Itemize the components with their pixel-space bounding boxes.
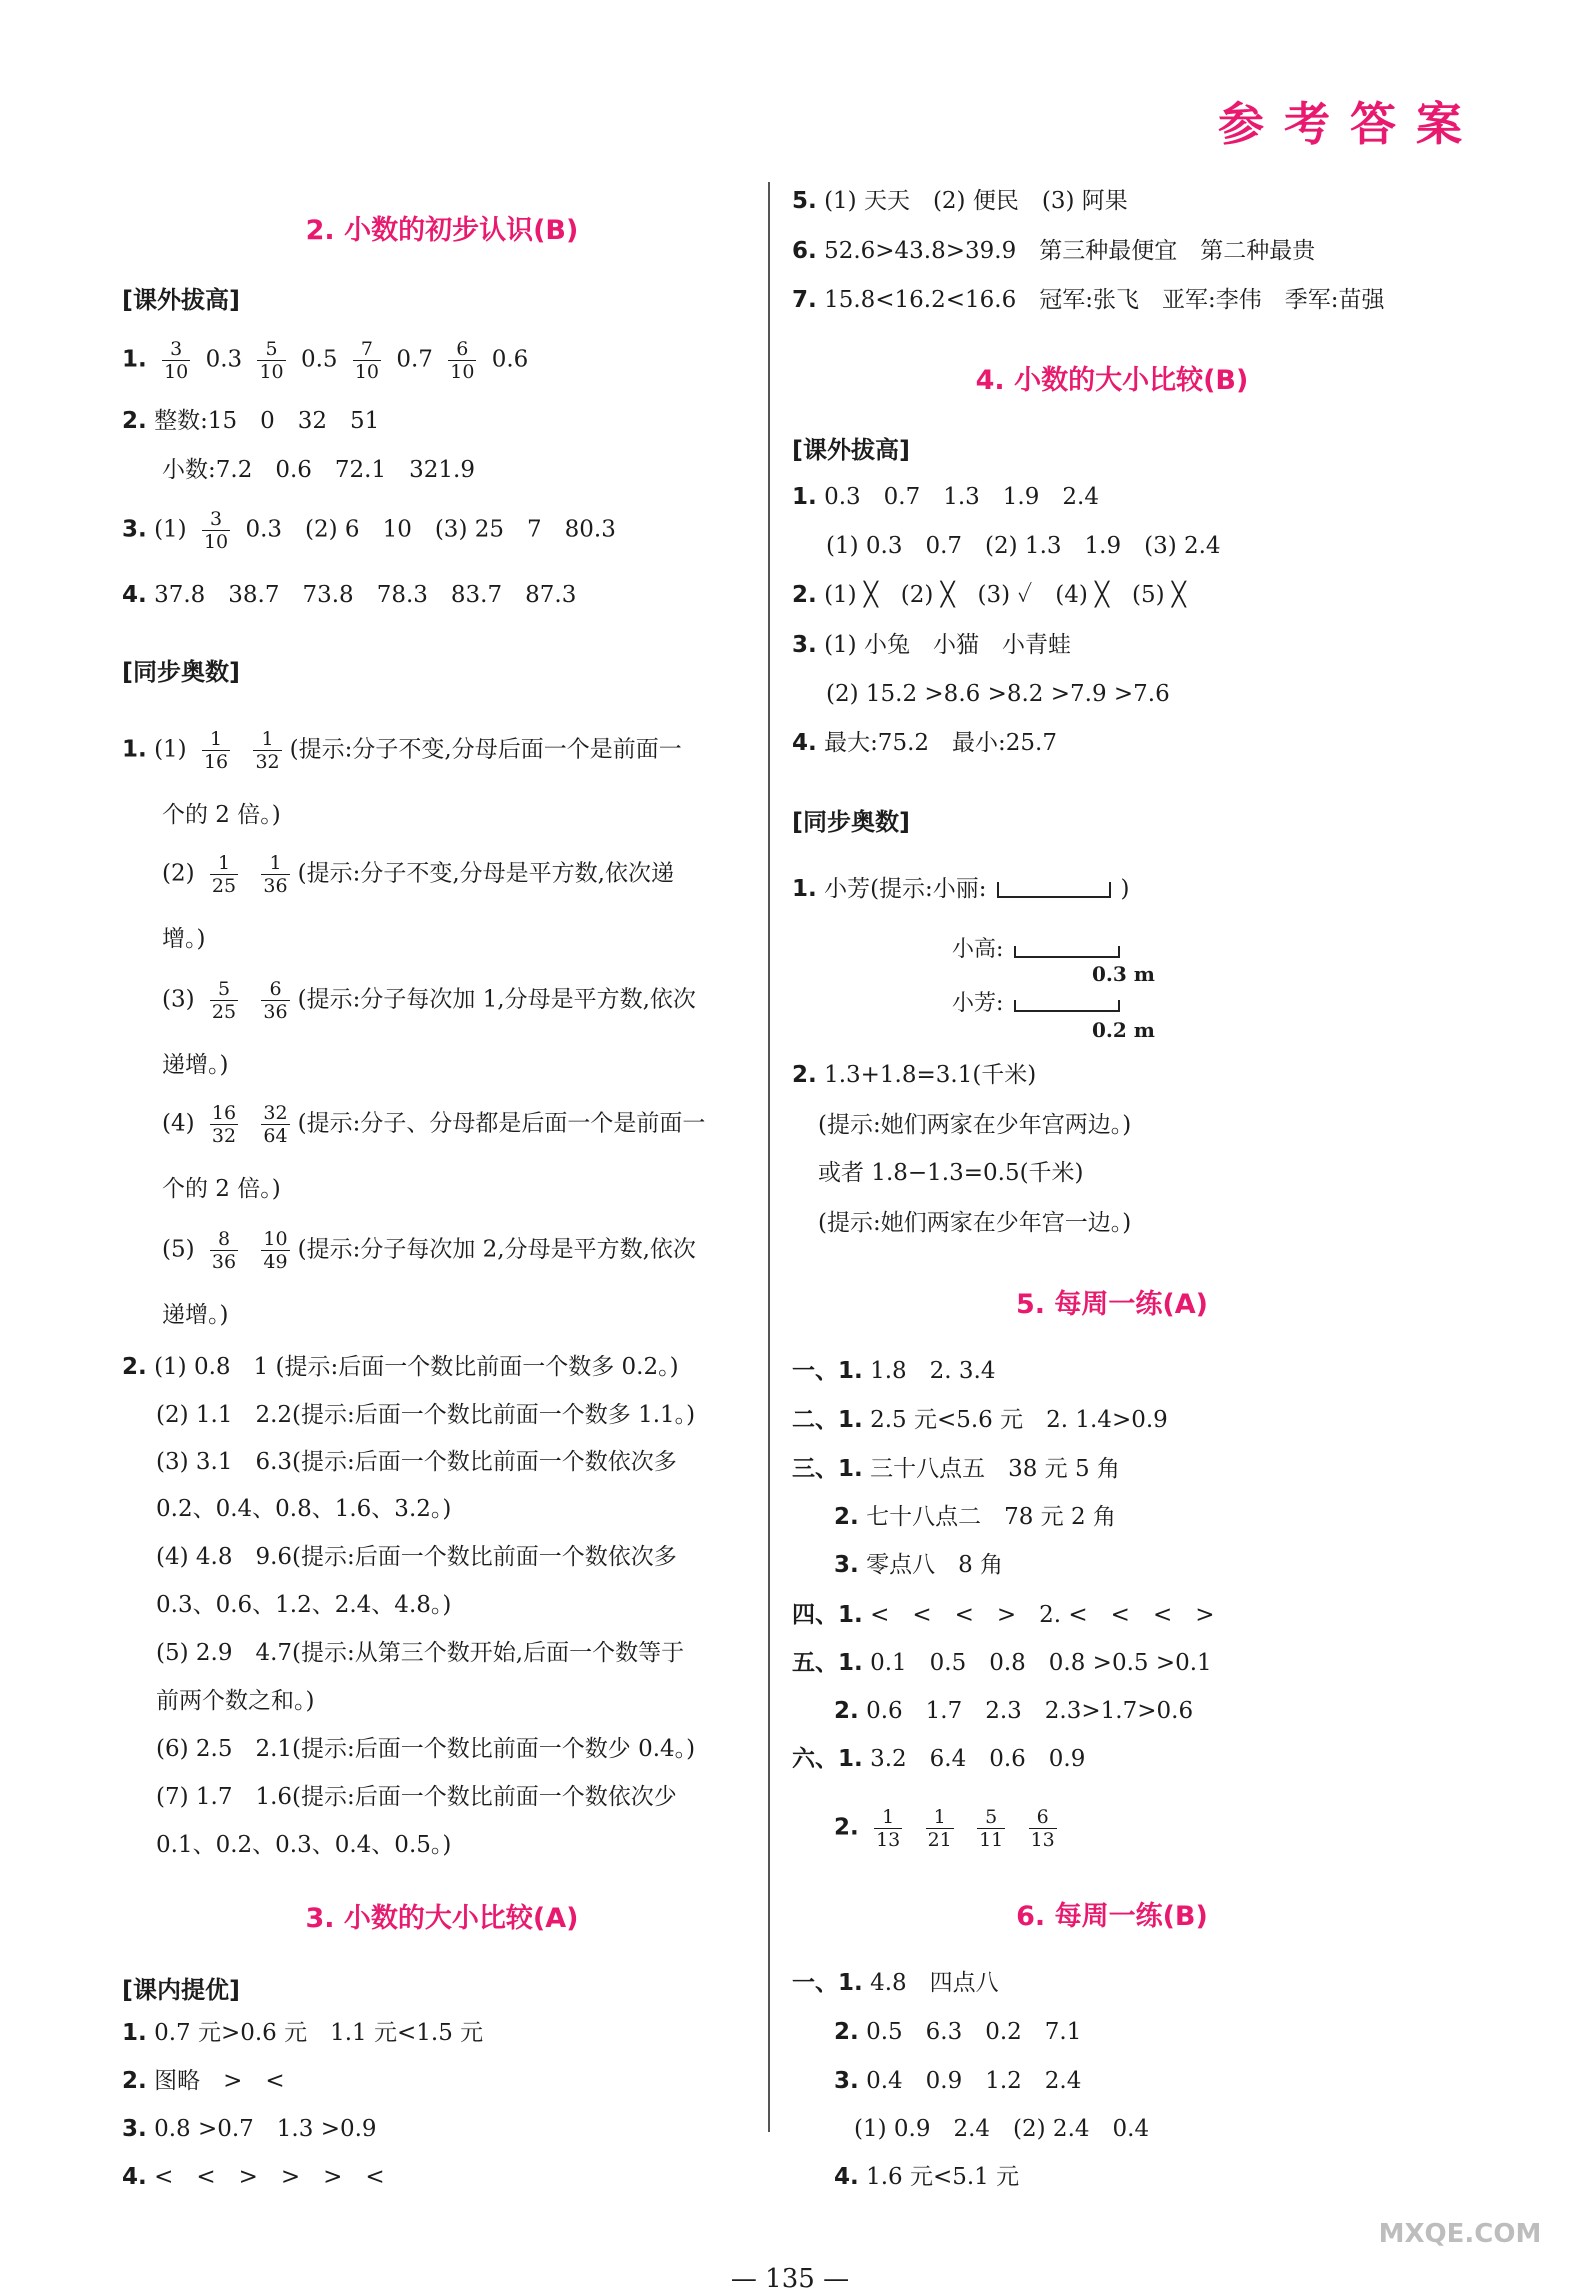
answer-line: 2. $\frac{1}{13}$ $\frac{1}{21}$ $\frac{5}{11}$ $\frac{6}{13}$ [834,1806,1055,1851]
answer-line: (5) $\frac{8}{36}$ $\frac{10}{49}$ (提示:分子每次加 2,分母是平方数,依次 [162,1228,696,1273]
answer-line: 4. < < > > > < [122,2164,385,2190]
section-tag: [同步奥数] [122,658,240,686]
section-title: 4. 小数的大小比较(B) [975,365,1249,396]
item-number: 1. [122,346,147,373]
section-title: 3. 小数的大小比较(A) [305,1903,579,1934]
answer-line: (2) 15.2 >8.6 >8.2 >7.9 >7.6 [826,681,1170,707]
diagram-measure: 0.3 m [1092,962,1155,986]
fraction: $\frac{1}{13}$ [876,1806,901,1851]
section-title: 2. 小数的初步认识(B) [305,215,579,246]
answer-line: (6) 2.5 2.1(提示:后面一个数比前面一个数少 0.4。) [156,1736,696,1762]
fraction: $\frac{5}{25}$ [211,978,237,1023]
answer-line: 四、1. < < < > 2. < < < > [792,1602,1215,1628]
section-tag: [课外拔高] [792,436,910,464]
answer-line: 2. 0.6 1.7 2.3 2.3>1.7>0.6 [834,1698,1194,1724]
answer-line: 6. 52.6>43.8>39.9 第三种最便宜 第二种最贵 [792,238,1316,264]
answer-line: (5) 2.9 4.7(提示:从第三个数开始,后面一个数等于 [156,1640,685,1666]
segment-tick [1112,1000,1120,1010]
answer-line: (3) $\frac{5}{25}$ $\frac{6}{36}$ (提示:分子每次加 1,分母是平方数,依次 [162,978,696,1023]
answer-line: (4) 4.8 9.6(提示:后面一个数比前面一个数依次多 [156,1544,677,1570]
fraction: $\frac{3}{10}$ [203,508,229,553]
answer-line: 递增。) [162,1052,229,1078]
answer-line: (提示:她们两家在少年宫两边。) [818,1112,1132,1138]
answer-line: 或者 1.8−1.3=0.5(千米) [818,1160,1084,1186]
answer-line: 2. (1) ╳ (2) ╳ (3) ✓ (4) ╳ (5) ╳ [792,582,1186,608]
segment-bar [997,882,1111,898]
answer-line: (1) 0.3 0.7 (2) 1.3 1.9 (3) 2.4 [826,533,1221,559]
diagram-label: 小芳: [952,991,1004,1016]
fraction: $\frac{1}{21}$ [927,1806,952,1851]
answer-line: 1. 小芳(提示:小丽: ) [792,876,1130,902]
fraction: $\frac{3}{10}$ [164,338,189,383]
answer-line: (4) $\frac{16}{32}$ $\frac{32}{64}$ (提示:分子、分母都是后面一个是前面一 [162,1102,706,1147]
answer-line: (2) $\frac{1}{25}$ $\frac{1}{36}$ (提示:分子不变,分母是平方数,依次递 [162,852,674,897]
answer-line: 4. 最大:75.2 最小:25.7 [792,730,1057,756]
answer-line: 5. (1) 天天 (2) 便民 (3) 阿果 [792,188,1128,214]
answer-line: 个的 2 倍。) [162,802,281,828]
fraction: $\frac{1}{36}$ [263,852,288,897]
section-tag: [课内提优] [122,1976,240,2004]
fraction: $\frac{5}{10}$ [259,338,284,383]
diagram-label: 小高: [952,937,1004,962]
answer-line: 3. 0.8 >0.7 1.3 >0.9 [122,2116,377,2142]
fraction: $\frac{1}{25}$ [211,852,237,897]
answer-line: 1. 0.7 元>0.6 元 1.1 元<1.5 元 [122,2020,484,2046]
answer-line: 增。) [162,926,206,952]
segment-bar [1014,1000,1120,1012]
answer-line: 二、1. 2.5 元<5.6 元 2. 1.4>0.9 [792,1407,1168,1433]
answer-line: 2. 0.5 6.3 0.2 7.1 [834,2019,1082,2045]
answer-line: 前两个数之和。) [156,1688,315,1714]
answer-line: 3. 零点八 8 角 [834,1552,1004,1578]
answer-line: (提示:她们两家在少年宫一边。) [818,1210,1132,1236]
answer-line: 4. 37.8 38.7 73.8 78.3 83.7 87.3 [122,582,577,608]
answer-line: 1. 0.3 0.7 1.3 1.9 2.4 [792,484,1099,510]
fraction: $\frac{1}{32}$ [255,728,280,773]
fraction: $\frac{32}{64}$ [263,1102,288,1147]
section-title: 6. 每周一练(B) [1016,1901,1208,1932]
fraction: $\frac{6}{36}$ [263,978,288,1023]
answer-line: 个的 2 倍。) [162,1176,281,1202]
answer-line: 五、1. 0.1 0.5 0.8 0.8 >0.5 >0.1 [792,1650,1212,1676]
answer-line: 2. 图略 > < [122,2068,285,2094]
answer-line: 一、1. 4.8 四点八 [792,1970,999,1996]
answer-line: 1. (1) $\frac{1}{16}$ $\frac{1}{32}$ (提示:分子不变,分母后面一个是前面一 [122,728,682,773]
segment-diagram [952,932,1192,1052]
section-tag: [同步奥数] [792,808,910,836]
answer-line: 3. 0.4 0.9 1.2 2.4 [834,2068,1082,2094]
page-header: 参考答案 [1218,97,1482,151]
fraction: $\frac{10}{49}$ [263,1228,288,1273]
answer-line: 0.3、0.6、1.2、2.4、4.8。) [156,1592,452,1618]
answer-line: 六、1. 3.2 6.4 0.6 0.9 [792,1746,1086,1772]
answer-line: 0.1、0.2、0.3、0.4、0.5。) [156,1832,452,1858]
segment-tick [1112,946,1120,956]
fraction: $\frac{1}{16}$ [203,728,229,773]
fraction: $\frac{8}{36}$ [211,1228,237,1273]
fraction: $\frac{5}{11}$ [979,1806,1004,1851]
answer-line: 递增。) [162,1302,229,1328]
answer-line: (7) 1.7 1.6(提示:后面一个数比前面一个数依次少 [156,1784,677,1810]
answer-line: 1. $\frac{3}{10}$ 0.3 $\frac{5}{10}$ 0.5 $\frac{7}{10}$ 0.7 $\frac{6}{10}$ 0.6 [122,338,529,383]
answer-line: (1) 0.9 2.4 (2) 2.4 0.4 [854,2116,1150,2142]
watermark-logo: MXQE.COM [1378,2219,1542,2249]
fraction: $\frac{6}{13}$ [1030,1806,1055,1851]
answer-line: 4. 1.6 元<5.1 元 [834,2164,1020,2190]
page-number: — 135 — [730,2264,850,2294]
fraction: $\frac{6}{10}$ [450,338,475,383]
segment-bar [1014,946,1120,958]
section-tag: [课外拔高] [122,286,240,314]
answer-line: 2. 1.3+1.8=3.1(千米) [792,1062,1037,1088]
answer-line: 3. (1) 小兔 小猫 小青蛙 [792,632,1071,658]
answer-line: 2. (1) 0.8 1 (提示:后面一个数比前面一个数多 0.2。) [122,1354,679,1380]
column-divider [768,182,770,2132]
section-title: 5. 每周一练(A) [1015,1289,1209,1320]
fraction: $\frac{16}{32}$ [211,1102,237,1147]
diagram-measure: 0.2 m [1092,1018,1155,1042]
answer-line: 2. 整数:15 0 32 51 [122,408,380,434]
answer-line: 2. 七十八点二 78 元 2 角 [834,1504,1116,1530]
answer-line: 一、1. 1.8 2. 3.4 [792,1358,996,1384]
answer-line: 0.2、0.4、0.8、1.6、3.2。) [156,1496,452,1522]
answer-line: 小数:7.2 0.6 72.1 321.9 [162,457,475,483]
answer-line: 3. (1) $\frac{3}{10}$ 0.3 (2) 6 10 (3) 25 7 80.3 [122,508,616,553]
fraction: $\frac{7}{10}$ [354,338,380,383]
answer-line: 7. 15.8<16.2<16.6 冠军:张飞 亚军:李伟 季军:苗强 [792,287,1385,313]
answer-line: 三、1. 三十八点五 38 元 5 角 [792,1456,1120,1482]
answer-line: (2) 1.1 2.2(提示:后面一个数比前面一个数多 1.1。) [156,1402,696,1428]
answer-line: (3) 3.1 6.3(提示:后面一个数比前面一个数依次多 [156,1449,677,1475]
